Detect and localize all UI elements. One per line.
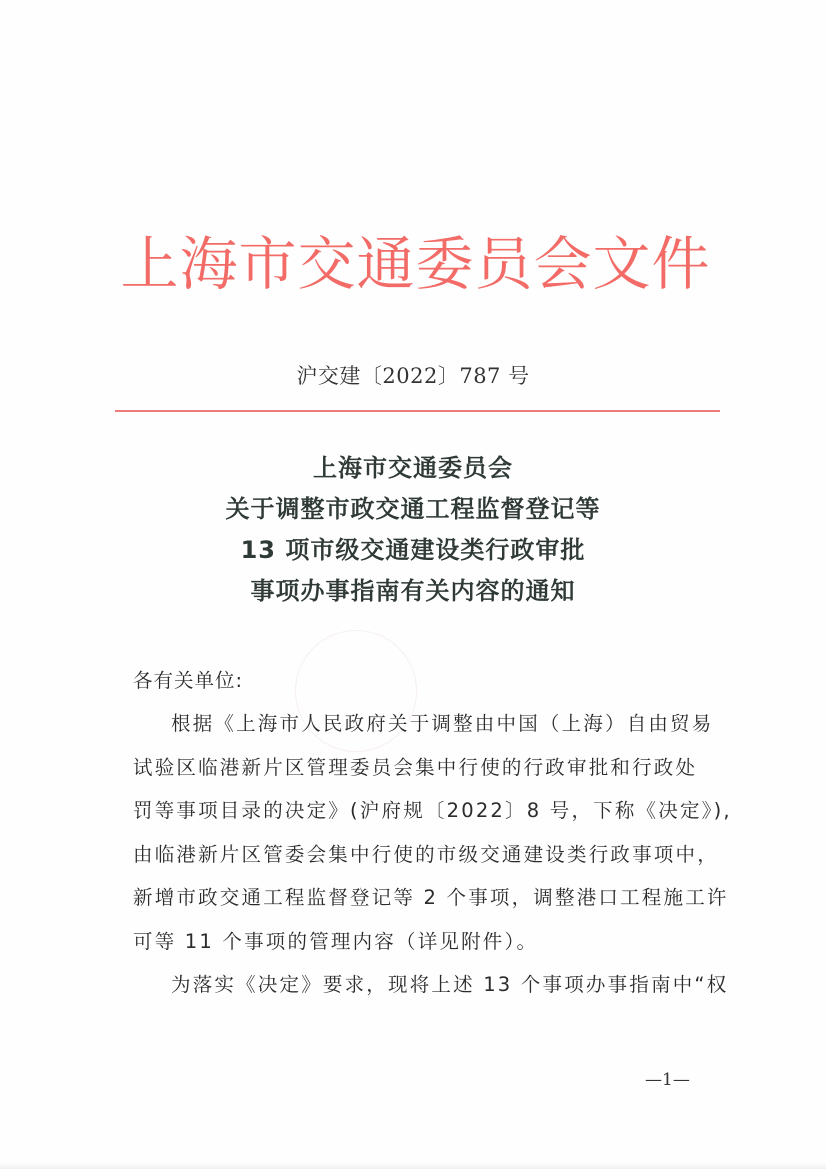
- masthead-char: 通: [356, 230, 415, 298]
- document-body: [133, 660, 732, 1007]
- paragraph-line: 罚等事项目录的决定》(沪府规〔2022〕8 号，下称《决定》),: [133, 799, 732, 822]
- paragraph-line: 根据《上海市人民政府关于调整由中国（上海）自由贸易: [171, 712, 714, 735]
- scan-edge: [0, 1163, 826, 1169]
- masthead-char: 员: [474, 230, 533, 298]
- document-number: 沪交建〔2022〕787 号: [296, 364, 530, 388]
- paragraph-line: 为落实《决定》要求，现将上述 13 个事项办事指南中“权: [171, 973, 729, 996]
- masthead-char: 市: [238, 230, 297, 298]
- masthead-char: 文: [592, 230, 651, 298]
- masthead-char: 上: [120, 230, 179, 298]
- document-masthead: [120, 228, 710, 300]
- masthead-char: 件: [651, 230, 710, 298]
- title-line: 上海市交通委员会: [313, 454, 513, 482]
- masthead-char: 委: [415, 230, 474, 298]
- paragraph-line: 由临港新片区管委会集中行使的市级交通建设类行政事项中，: [133, 842, 719, 866]
- masthead-char: 会: [533, 230, 592, 298]
- masthead-char: 交: [297, 230, 356, 298]
- red-divider-line: [115, 410, 720, 412]
- paragraph-line: 新增市政交通工程监督登记等 2 个事项，调整港口工程施工许: [133, 886, 729, 909]
- paragraph-line: 试验区临港新片区管理委员会集中行使的行政审批和行政处: [133, 755, 698, 779]
- salutation: 各有关单位:: [133, 669, 244, 692]
- title-line: 关于调整市政交通工程监督登记等: [225, 495, 601, 523]
- paragraph-line: 可等 11 个事项的管理内容（详见附件）。: [133, 929, 539, 953]
- page-number: —1—: [645, 1070, 690, 1090]
- title-line: 13 项市级交通建设类行政审批: [240, 536, 586, 564]
- document-title: [0, 448, 826, 612]
- title-line: 事项办事指南有关内容的通知: [250, 577, 576, 605]
- masthead-char: 海: [179, 230, 238, 298]
